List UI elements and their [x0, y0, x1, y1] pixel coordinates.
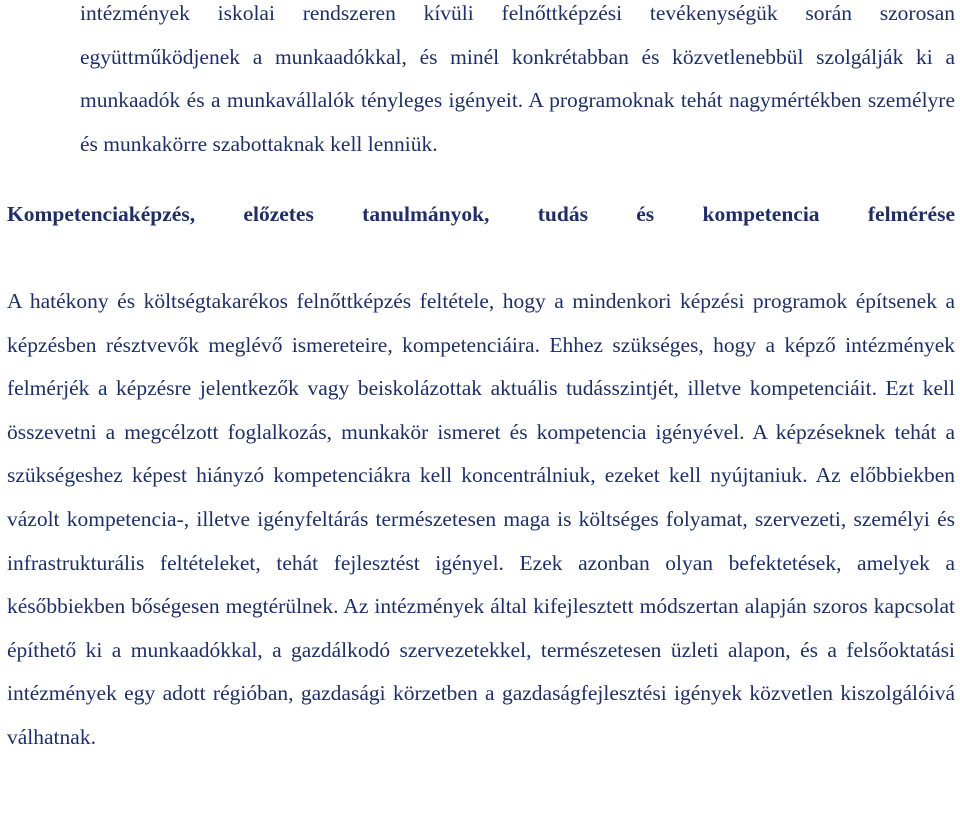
intro-paragraph: intézmények iskolai rendszeren kívüli felnőttképzési tevékenységük során szorosan együttműködjenek a munkaadókkal, és minél konkrétabban és közvetlenebbül szolgálják ki a munkaadók és a munkavállalók tényleges igényeit. A programoknak tehát nagymértékben személyre és munkakörre szabottaknak kell lenniük. [80, 1, 955, 156]
body-paragraph: A hatékony és költségtakarékos felnőttképzés feltétele, hogy a mindenkori képzési programok építsenek a képzésben résztvevők meglévő ismereteire, kompetenciáira. Ehhez szükséges, hogy a képző intézmények felmérjék a képzésre jelentkezők vagy beiskolázottak aktuális tudásszintjét, illetve kompetenciáit. Ezt kell összevetni a megcélzott foglalkozás, munkakör ismeret és kompetencia igényével. A képzéseknek tehát a szükségeshez képest hiányzó kompetenciákra kell koncentrálniuk, ezeket kell nyújtaniuk. Az előbbiekben vázolt kompetencia-, illetve igényfeltárás természetesen maga is költséges folyamat, szervezeti, személyi és infrastrukturális feltételeket, tehát fejlesztést igényel. Ezek azonban olyan befektetések, amelyek a későbbiekben bőségesen megtérülnek. Az intézmények által kifejlesztett módszertan alapján szoros kapcsolat építhető ki a munkaadókkal, a gazdálkodó szervezetekkel, természetesen üzleti alapon, és a felsőoktatási intézmények egy adott régióban, gazdasági körzetben a gazdaságfejlesztési igények közvetlen kiszolgálóivá válhatnak. [7, 289, 955, 749]
section-heading: Kompetenciaképzés, előzetes tanulmányok, tudás és kompetencia felmérése [7, 202, 955, 226]
